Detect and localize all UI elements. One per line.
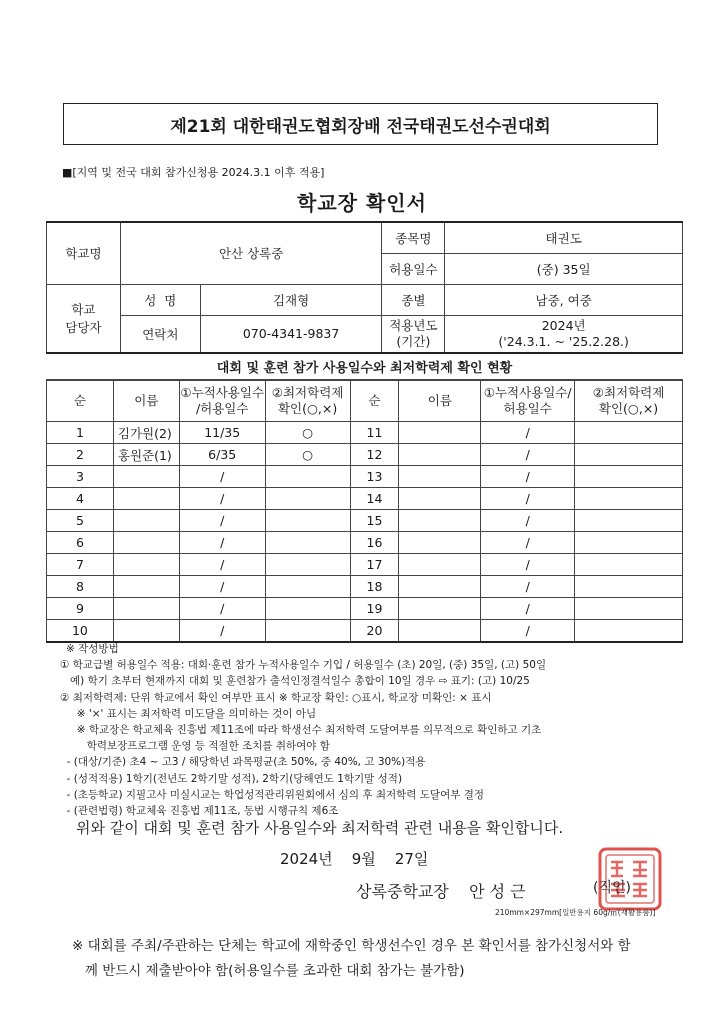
row-check: [265, 466, 350, 488]
row-name-right: [399, 510, 481, 532]
row-name-right: [399, 466, 481, 488]
row-no-right: 12: [350, 444, 399, 466]
row-check-right: [575, 488, 683, 510]
row-no-right: 15: [350, 510, 399, 532]
method-line: - (성적적용) 1학기(전년도 2학기말 성적), 2학기(당해연도 1학기말 성적): [60, 772, 403, 785]
competition-title: 제21회 대한태권도협회장배 전국태권도선수권대회: [170, 116, 551, 137]
row-name: 홍원준(1): [113, 444, 179, 466]
footer-note: [72, 934, 682, 984]
row-no: 3: [47, 466, 114, 488]
table-row: [47, 510, 683, 532]
row-no: 5: [47, 510, 114, 532]
table-row: [47, 444, 683, 466]
row-days-right: /: [481, 510, 575, 532]
row-no-right: 13: [350, 466, 399, 488]
method-heading: ※ 작성방법: [66, 643, 119, 655]
row-check-right: [575, 466, 683, 488]
manager-name-value: 김재형: [200, 284, 382, 315]
row-check: [265, 510, 350, 532]
row-days-right: /: [481, 576, 575, 598]
row-check-right: [575, 598, 683, 620]
principal-signature: 상록중학교장 안 성 근: [356, 882, 526, 901]
event-value: 태권도: [445, 222, 683, 253]
row-name-right: [399, 532, 481, 554]
row-name: [113, 466, 179, 488]
division-value: 남중, 여중: [445, 284, 683, 315]
row-name-right: [399, 598, 481, 620]
division-label: 종별: [382, 284, 445, 315]
table-row: [47, 598, 683, 620]
competition-title-box: [63, 103, 658, 145]
row-check-right: [575, 620, 683, 643]
table-row: [47, 466, 683, 488]
row-no-right: 20: [350, 620, 399, 643]
row-days-right: /: [481, 554, 575, 576]
row-name-right: [399, 554, 481, 576]
row-no: 7: [47, 554, 114, 576]
header-academic-right: [575, 381, 683, 422]
method-line: 학력보장프로그램 운영 등 적절한 조치를 취하여야 함: [60, 740, 330, 753]
row-name: 김가원(2): [113, 422, 179, 444]
row-name: [113, 576, 179, 598]
header-no: 순: [47, 381, 114, 422]
allowed-days-label: 허용일수: [382, 253, 445, 284]
method-line: 예) 학기 초부터 현재까지 대회 및 훈련참가 출석인정결석일수 총합이 10일 경우 ⇨ 표기: (고) 10/25: [60, 675, 530, 688]
row-check-right: [575, 554, 683, 576]
confirmation-statement: 위와 같이 대회 및 훈련 참가 사용일수와 최저학력 관련 내용을 확인합니다.: [76, 819, 564, 837]
manager-label-line1: 학교: [71, 302, 96, 317]
row-check-right: [575, 510, 683, 532]
year-value-line1: 2024년: [541, 317, 586, 333]
row-check: [265, 554, 350, 576]
row-days-right: /: [481, 488, 575, 510]
table-row: [47, 532, 683, 554]
header-days-line2: /허용일수: [195, 401, 249, 416]
table-row: [47, 620, 683, 643]
header-days-line1: ①누적사용일수: [180, 385, 265, 400]
row-days-right: /: [481, 444, 575, 466]
manager-label: [47, 284, 121, 352]
row-check: [265, 620, 350, 643]
allowed-days-value: (중) 35일: [445, 253, 683, 284]
header-name-right: 이름: [399, 381, 481, 422]
row-check-right: [575, 444, 683, 466]
row-days: /: [179, 620, 265, 643]
school-info-table: [46, 221, 683, 353]
row-check: [265, 488, 350, 510]
row-name-right: [399, 620, 481, 643]
row-check: [265, 598, 350, 620]
row-days: 11/35: [179, 422, 265, 444]
row-no-right: 16: [350, 532, 399, 554]
method-line: ① 학교급별 허용일수 적용: 대회·훈련 참가 누적사용일수 기입 / 허용일수 (초) 20일, (중) 35일, (고) 50일: [60, 659, 547, 672]
table-row: [47, 554, 683, 576]
row-name-right: [399, 444, 481, 466]
year-label-line2: (기간): [396, 333, 431, 349]
header-days-right-line1: ①누적사용일수/: [483, 385, 572, 400]
row-no-right: 19: [350, 598, 399, 620]
row-days: /: [179, 554, 265, 576]
row-no: 2: [47, 444, 114, 466]
row-check-right: [575, 422, 683, 444]
contact-label: 연락처: [120, 315, 200, 352]
method-line: ② 최저학력제: 단위 학교에서 확인 여부만 표시 ※ 학교장 확인: ○표시, 학교장 미확인: × 표시: [60, 691, 492, 704]
row-name-right: [399, 488, 481, 510]
method-line: - (초등학교) 지필고사 미실시교는 학업성적관리위원회에서 심의 후 최저학력 도달여부 결정: [60, 788, 484, 801]
row-no-right: 18: [350, 576, 399, 598]
year-value-line2: ('24.3.1. ~ '25.2.28.): [498, 333, 629, 349]
method-line: - (대상/기준) 초4 ~ 고3 / 해당학년 과목평균(초 50%, 중 40%, 고 30%)적용: [60, 756, 426, 769]
footer-line: 께 반드시 제출받아야 함(허용일수를 초과한 대회 참가는 불가함): [72, 963, 465, 979]
header-no-right: 순: [350, 381, 399, 422]
row-no: 4: [47, 488, 114, 510]
document-title: 학교장 확인서: [297, 191, 427, 215]
row-name: [113, 532, 179, 554]
row-name: [113, 598, 179, 620]
header-days-right-line2: 허용일수: [503, 401, 552, 416]
row-days-right: /: [481, 598, 575, 620]
header-academic-right-line2: 확인(○,×): [598, 401, 659, 416]
row-name: [113, 510, 179, 532]
row-days: /: [179, 510, 265, 532]
header-days-right: [481, 381, 575, 422]
usage-table: [46, 380, 683, 643]
row-check-right: [575, 576, 683, 598]
row-days: /: [179, 598, 265, 620]
footer-line: ※ 대회를 주최/주관하는 단체는 학교에 재학중인 학생선수인 경우 본 확인서를 참가신청서와 함: [72, 938, 631, 954]
header-academic-right-line1: ②최저학력제: [592, 385, 665, 400]
seal-label: (직인): [593, 880, 631, 896]
method-line: ※ '×' 표시는 최저학력 미도달을 의미하는 것이 아님: [60, 707, 317, 720]
row-no-right: 11: [350, 422, 399, 444]
row-days: /: [179, 532, 265, 554]
header-academic-line1: ②최저학력제: [271, 385, 344, 400]
row-no: 1: [47, 422, 114, 444]
manager-name-label: 성 명: [120, 284, 200, 315]
row-no: 10: [47, 620, 114, 643]
school-name-label: 학교명: [47, 222, 121, 284]
row-days-right: /: [481, 466, 575, 488]
header-academic-line2: 확인(○,×): [277, 401, 338, 416]
row-name: [113, 620, 179, 643]
row-no: 8: [47, 576, 114, 598]
row-days-right: /: [481, 422, 575, 444]
row-no: 9: [47, 598, 114, 620]
row-no-right: 17: [350, 554, 399, 576]
row-name-right: [399, 422, 481, 444]
year-value: [445, 315, 683, 352]
row-name-right: [399, 576, 481, 598]
signature-date: 2024년 9월 27일: [280, 850, 429, 868]
header-academic: [265, 381, 350, 422]
table-row: [47, 576, 683, 598]
row-days: /: [179, 466, 265, 488]
table-row: [47, 488, 683, 510]
row-days: 6/35: [179, 444, 265, 466]
usage-section-title: 대회 및 훈련 참가 사용일수와 최저학력제 확인 현황: [46, 352, 683, 380]
row-name: [113, 554, 179, 576]
row-no: 6: [47, 532, 114, 554]
paper-spec-note: 210mm×297mm[일반용지 60g/㎡(재활용품)]: [495, 908, 656, 917]
event-label: 종목명: [382, 222, 445, 253]
row-no-right: 14: [350, 488, 399, 510]
header-days: [179, 381, 265, 422]
row-check: ○: [265, 444, 350, 466]
row-check: ○: [265, 422, 350, 444]
year-label-line1: 적용년도: [389, 317, 438, 333]
method-line: ※ 학교장은 학교체육 진흥법 제11조에 따라 학생선수 최저학력 도달여부를 의무적으로 확인하고 기초: [60, 724, 542, 737]
row-check-right: [575, 532, 683, 554]
row-name: [113, 488, 179, 510]
method-line: - (관련법령) 학교체육 진흥법 제11조, 동법 시행규칙 제6조: [60, 805, 339, 818]
row-days-right: /: [481, 620, 575, 643]
application-notice: ■[지역 및 전국 대회 참가신청용 2024.3.1 이후 적용]: [62, 166, 325, 179]
header-name: 이름: [113, 381, 179, 422]
contact-value: 070-4341-9837: [200, 315, 382, 352]
table-row: [47, 422, 683, 444]
row-days: /: [179, 488, 265, 510]
row-days-right: /: [481, 532, 575, 554]
row-days: /: [179, 576, 265, 598]
year-label: [382, 315, 445, 352]
school-name-value: 안산 상록중: [120, 222, 382, 284]
manager-label-line2: 담당자: [65, 320, 102, 335]
writing-method: [60, 641, 690, 819]
row-check: [265, 576, 350, 598]
row-check: [265, 532, 350, 554]
